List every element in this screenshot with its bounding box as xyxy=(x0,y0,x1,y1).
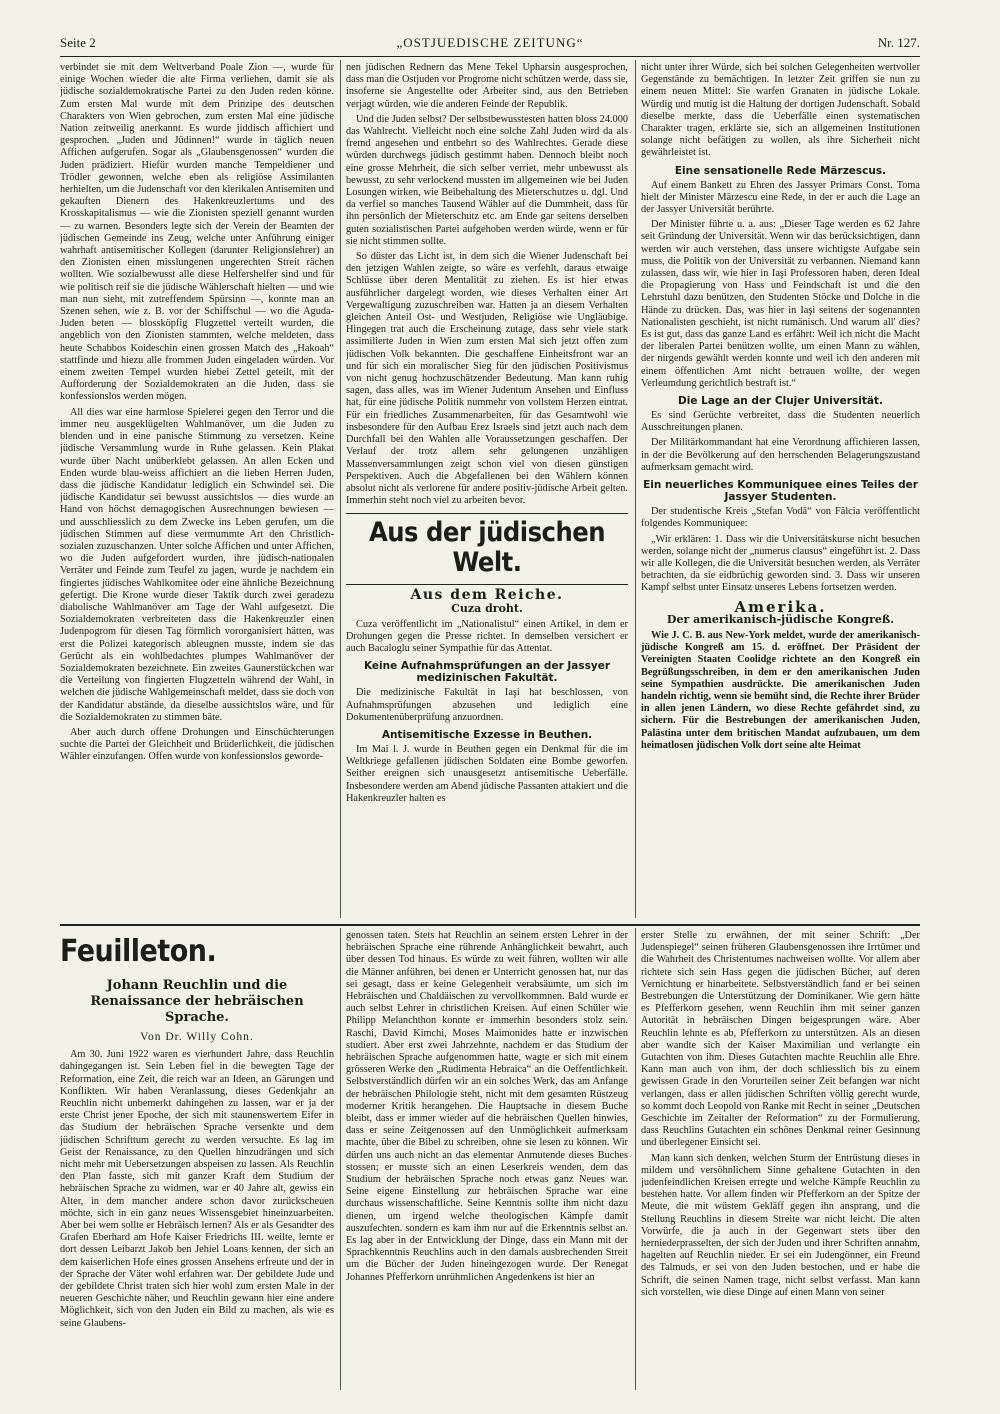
paragraph: Der Minister führte u. a. aus: „Dieser Tage werden es 62 Jahre seit Gründung der Universität. Wenn wir das berücksichtigen, dann werden wir auch verstehen, dass unsere wichtigste Aufgabe sein muss, die Politik von der Universität zu verbannen. Niemand kann zulassen, dass wir, wie hier in Iaşi Professoren haben, deren Ideal die Propagierung von Hass und Feindschaft ist und die den Lehrstuhl dazu benützen, den Studenten Stöcke und Dolche in die Hände zu drücken. Das, was hier in Iaşi seitens der sogenannten Nationalisten geschieht, ist nicht rumänisch. Und warum all' dies? Es ist gut, dass das ganze Land es erfährt: Weil ich nicht die Macht der liberalen Partei benützen wollte, um einen Mann zu wählen, der nirgends gewählt werden konnte und weil ich den anderen mit einem öffentlichen Amt nicht betrauen wollte, der wegen Verleumdung gerichtlich bestraft ist.“ xyxy=(641,219,920,389)
paragraph: genossen taten. Stets hat Reuchlin an seinem ersten Lehrer in der hebräischen Sprache eine rührende Anhänglichkeit bewahrt, auch über dessen Tod hinaus. Es würde zu weit führen, wollten wir alle die Männer anführen, bei denen er Unterricht genossen hat, nur das sei gesagt, dass er keine Gelegenheit verabsäumte, um sich im Hebräischen und Chaldäischen zu vervollkommnen. Bald wurde er auch selbst Lehrer in christlichen Kreisen. Auf einen Schüler wie Philipp Melanchthon konnte er immerhin besonders stolz sein. Raschi, David Kimchi, Moses Maimonides hatte er inzwischen studiert. Aber erst zwei Jahrzehnte, nachdem er das Studium der hebräischen Sprache aufgenommen hatte, wagte er sich mit einem grösseren Werke den „Rudimenta Hebraica“ an die Oeffentlichkeit. Selbstverständlich dürfen wir an ein solches Werk, das am Anfange der hebräischen Philologie steht, nicht mit dem gesamten Rüstzeug moderner Kritik herangehen. Die Hauptsache in diesem Buche bleibt, dass er immer wieder auf die hebräischen Quellen hinwies, dass er seine Zeitgenossen auf den Unmöglichkeit aufmerksam machte, über die Bibel zu schreiben, ohne sie lesen zu können. Wir dürfen uns auch nicht an das elementar Anmutende dieses Buches stossen; er musste sich an einen Leserkreis wenden, dem das Studium der hebräischen Sprache noch etwas ganz Neues war. Seine eigene Einstellung zur hebräischen Sprache war eine durchaus wissenschaftliche. Seine Kenntnis sollte ihm nicht dazu dienen, um irgend welche theologischen Kämpfe damit auszufechten. sondern es kam ihm nur auf die Erkenntnis selbst an. Es lag aber in der Entwicklung der Dinge, dass ein Mann mit der Sprachkenntnis Reuchlins auch in den damals ausbrechenden Streit um die Bücher der Juden hineingezogen wurde. Der Renegat Johannes Pfefferkorn unrühmlichen Angedenkens ist hier an xyxy=(346,930,628,1283)
paragraph: Wie J. C. B. aus New-York meldet, wurde der amerikanisch-jüdische Kongreß am 15. d. eröffnet. Der Präsident der Vereinigten Staaten Coolidge richtete an den Kongreß ein Begrüßungsschreiben, in dem er den amerikanischen Juden seine Sympathien ausdrückte. Die amerikanischen Juden handeln richtig, wenn sie bemüht sind, die Rechte ihrer Brüder in allen jenen Ländern, wo diese Rechte gefährdet sind, zu sichern. Für die Bestrebungen der amerikanischen Juden, Palästina unter dem britischen Mandat aufzubauen, um dem heimatlosen jüdischen Volk dort seine alte Heimat xyxy=(641,629,920,751)
section-rule xyxy=(346,584,628,585)
feuilleton-column-1 xyxy=(60,930,334,1390)
paragraph: Im Mai l. J. wurde in Beuthen gegen ein Denkmal für die im Weltkriege gefallenen jüdischen Soldaten eine Bombe geworfen. Seither ereignen sich unausgesetzt antisemitische Ueberfälle. Insbesondere werden am Abend jüdische Passanten attakiert und die Hakenkreuzler halten es xyxy=(346,743,628,804)
feuilleton-column-2 xyxy=(346,930,628,1390)
paragraph: nen jüdischen Rednern das Mene Tekel Upharsin ausgesprochen, dass man die Ostjuden vor Progrome nicht schützen werde, dass sie, insoferne sie Angestellte oder Arbeiter sind, aus den Betrieben verjagt würden, wie die anderen Feinde der Republik. xyxy=(346,62,628,110)
paragraph: Man kann sich denken, welchen Sturm der Entrüstung dieses in mildem und versöhnlichem Sinne gehaltene Gutachten in den judenfeindlichen Kreisen erregte und welche Kämpfe Reuchlin zu bestehen hatte. Vor allem finden wir Pfefferkorn an der Spitze der Meute, die mit wüstem Gekläff gegen ihn ansprang, und die Stellung Reuchlins in diesem Streite war nicht leicht. Die alten Vorwürfe, die ja auch in der Gegenwart stets über den herniederprasselten, der sich der Juden und ihrer Schriften annahm, hagelten auf Reuchlin nieder. Er sei ein Judengönner, ein Freund des Talmuds, er sei von den Juden bestochen, und er habe die Schrift, die seinen Namen trage, nicht selbst verfasst. Man kann sich vorstellen, wie diese Dinge auf einen Mann von seiner xyxy=(641,1152,920,1298)
paragraph: Auf einem Bankett zu Ehren des Jassyer Primars Const. Toma hielt der Minister Märzescu eine Rede, in der er auch die Lage an der Jassyer Universität berührte. xyxy=(641,179,920,216)
column-divider xyxy=(635,928,636,1390)
paragraph: „Wir erklären: 1. Dass wir die Universitätskurse nicht besuchen werden, solange nicht der „numerus clausus“ eingeführt ist. 2. Dass wir alle Kollegen, die die Universität besuchen werden, als Verräter betrachten, da sie eidbrüchig geworden sind. 3. Dass wir unseren Kampf selbst unter Einsatz unseres Lebens fortsetzen werden. xyxy=(641,533,920,594)
paragraph: Cuza veröffentlicht im „Nationalistul“ einen Artikel, in dem er Drohungen gegen die Presse richtet. In demselben versichert er auch Bacaloglu seiner Sympathie für das Attentat. xyxy=(346,618,628,655)
paragraph: So düster das Licht ist, in dem sich die Wiener Judenschaft bei den jetzigen Wahlen zeigte, so wäre es verfehlt, daraus etwaige Schlüsse über deren Mentalität zu ziehen. Es ist hier etwas ausführlicher dargelegt worden, wie dieses Verhalten einer Art Vergewaltigung zuzuschreiben war. Hatten ja an diesem Verhalten gleichen Anteil Ost- und Westjuden, Religiöse wie Ungläubige. Hingegen trat auch die Erscheinung zutage, dass sehr viele stark assimilierte Juden in Wien zum ersten Mal sich jetzt offen zum jüdischen Volk bekannten. Die geschaffene Einheitsfront war an und für sich ein moralischer Sieg für den jüdischen Positivismus von nicht genug hochzuschätzender Bedeutung. Man kann ruhig sagen, dass alles, was im Wiener Judentum Ansehen und Einfluss hat, für eine jüdische Politik nummehr von vollstem Herzen eintrat. Für ein friedliches Zusammenarbeiten, für das Gesamtwohl wie insbesondere für den Aufbau Erez Israels sind jetzt auch nach dem Durchfall bei den Wahlen alle Voraussetzungen geschaffen. Der Verlauf der trotz allem sehr gelungenen unzähligen Massenversammlungen zeigt schon viel von diesen günstigen Perspektiven. Auch die Abgefallenen bei den Wählern können absolut nicht als verlorene für andere positiv-jüdische Arbeit gelten. Immerhin steht noch viel zu arbeiten bevor. xyxy=(346,251,628,507)
news-headline: Eine sensationelle Rede Märzescus. xyxy=(674,164,887,177)
page-label: Seite 2 xyxy=(60,35,96,50)
feuilleton-title: Johann Reuchlin und die Renaissance der hebräischen Sprache. xyxy=(90,978,304,1025)
header-rule xyxy=(60,56,920,57)
section-rule xyxy=(346,513,628,514)
issue-number: Nr. 127. xyxy=(877,35,920,50)
news-headline: Cuza droht. xyxy=(451,601,523,615)
paragraph: Aber auch durch offene Drohungen und Einschüchterungen suchte die Partei der Gleichheit und Brüderlichkeit, die jüdischen Wähler einzufangen. Offen wurde von konfessionslos geworde- xyxy=(60,726,334,763)
page-header xyxy=(60,32,920,54)
news-headline: Der amerikanisch-jüdische Kongreß. xyxy=(666,612,895,626)
paragraph: Der studentische Kreis „Stefan Vodă“ von Fălcia veröffentlicht folgendes Kommuniquee: xyxy=(641,506,920,530)
article-column-2 xyxy=(346,62,628,918)
news-headline: Ein neuerliches Kommuniquee eines Teiles der Jassyer Studenten. xyxy=(643,479,918,504)
section-rubric: Aus der jüdischen Welt. xyxy=(368,517,606,579)
section-subtitle: Aus dem Reiche. xyxy=(410,587,564,604)
column-divider xyxy=(340,60,341,918)
feuilleton-column-3 xyxy=(641,930,920,1390)
feuilleton-rubric: Feuilleton. xyxy=(60,934,217,969)
paragraph: Die medizinische Fakultät in Iaşi hat beschlossen, von Aufnahmsprüfungen abzusehen und lediglich eine Dokumentenüberprüfung anzuordnen. xyxy=(346,687,628,723)
section-subtitle: Amerika. xyxy=(734,597,827,616)
paragraph: Der Militärkommandant hat eine Verordnung affichieren lassen, in der die Bevölkerung auf den herrschenden Belagerungszustand aufmerksam gemacht wird. xyxy=(641,437,920,473)
column-divider xyxy=(340,928,341,1390)
feuilleton-rule xyxy=(60,924,920,926)
paragraph: Es sind Gerüchte verbreitet, dass die Studenten neuerlich Ausschreitungen planen. xyxy=(641,410,920,434)
news-headline: Keine Aufnahmsprüfungen an der Jassyer medizinischen Fakultät. xyxy=(363,660,611,685)
paragraph: Am 30. Juni 1922 waren es vierhundert Jahre, dass Reuchlin dahingegangen ist. Sein Leben fiel in die bewegten Tage der Reformation, eine Zeit, die reich war an Ideen, an Gärungen und Konflikten. Wir haben Veranlassung, dieses Gedenkjahr an Reuchlin nicht unbemerkt dahingehen zu lassen, war er ja der erste Christ jener Epoche, der sich mit staunenswertem Eifer in das Studium der hebräischen Sprache versenkte und dem jüdischen Schrifttum gerecht zu werden versuchte. Es lag im Geist der Renaissance, zu den Quellen hinzudrängen und sich nicht mehr mit Uebersetzungen abspeisen zu lassen. Als Reuchlin den Plan fasste, sich mit ganzer Kraft dem Studium der hebräischen Sprache zu widmen, war er 40 Jahre alt, gewiss ein Alter, in dem mancher andere schon davor zurückscheuen möchte, sich in ein ganz neues Wissensgebiet hineinzuarbeiten. Aber bei wem sollte er Hebräisch lernen? Als er als Gesandter des Grafen Eberhard am Hofe Kaiser Friedrichs III. weilte, lernte er dort dessen Leibarzt Jakob ben Jehiel Loans kennen, der sich an dem kaiserlichen Hofe eines grossen Ansehens erfreute und der in der Sprache der Väter wohl erfahren war. Der gebildete Jude und der gebildete Christ traten sich hier wohl zum ersten Male in der neueren Geschichte näher, und Reuchlin gewann hier eine andere Möglichkeit, sich von den Juden ein Bild zu machen, als wie es seine Glaubens- xyxy=(60,1049,334,1329)
column-divider xyxy=(635,60,636,918)
article-column-1 xyxy=(60,62,334,918)
paragraph: All dies war eine harmlose Spielerei gegen den Terror und die immer neu ausgeklügelten Wahlmanöver, um die Juden zu blenden und in eine panische Stimmung zu versetzen. Keine jüdische Versammlung wurde in Ruhe gelassen. Kein Plakat wurde über Nacht unüberklebt gelassen. An allen Ecken und Enden wurde blau-weiss affichiert an die lieben Herren Juden, dass die jüdische Kandidatur lediglich ein Schwindel sei. Die jüdische Kandidatur sei bewusst aussichtslos — dies wurde an Hand von höchst demagogischen Ausrechnungen bewiesen — und ausschliesslich zu dem Zwecke ins Leben gerufen, um die jüdischen Stimmen auf diese vermummte Art den Christlich-sozialen zuzuschanzen. Unter solche Affichen und unter Affichen, wo die Juden aufgefordert wurden, ihre jüdisch-nationalen Verräter und Feinde zum Teufel zu jagen, wurde je nachdem ein fingiertes jüdisches Wahlkomitee oder eine ähnliche Bezeichnung gefertigt. Die Krone wurde dieser Taktik durch zwei geradezu diabolische Wahlmanöver am Tage der Wahl aufgesetzt. Die Sozialdemokraten verbreiteten dass die Hakenkreuzler einen Judenpogrom für diesen Tag förmlich vororganisiert hätten, was erst die Polizei kategorisch ableugnen musste, indem sie das Gerücht als ein wohlbedachtes plumpes Wahlmanöver der Sozialdemokraten bezeichnete. Ein zweites Gaunerstückchen war die Verteilung von fingierten Flugzetteln während der Wahl, in welchen die jüdische Wahlgemeinschaft meldet, dass sie doch von der Kandidatur abstände, da dieselbe aussichtslos wäre, und für die Sozialdemokraten zu stimmen bäte. xyxy=(60,406,334,723)
feuilleton-author: Von Dr. Willy Cohn. xyxy=(140,1031,254,1043)
paragraph: verbindet sie mit dem Weltverband Poale Zion —, wurde für einige Wochen wieder die alte Firma verliehen, damit sie als jüdische sozialdemokratische Partei zu den Juden reden könne. Zum ersten Mal wurde mit dem Prinzipe des deutschen Charakters von Wien gebrochen, zum ersten Mal eine jüdische Nation zeitweilig anerkannt. Es wurde jiddisch affichiert und gesprochen. „Juden und Jüdinnen!“ wurde in täglich neuen Affichen aufgerufen. Sogar als „Glaubensgenossen“ wurden die Juden prädiziert. Hiefür wurden manche Tempeldiener und Trödler gewonnen, welche eben als religiöse Assimilanten herhielten, um die Judenschaft vor den klerikalen Antisemiten und gekauften Dienern des Hakenkreuzlertums und des Krosskapitalismus — wie die Zionisten speziell genannt wurden — zu warnen. Besonders legte sich der Verein der Beamten der jüdischen Gemeinde ins Zeug, welche unter Anführung einiger wahrhaft antisemitischer Kollegen (darunter Religionslehrer) an den Zionisten einen misslungenen ungerechten Streit rächen wollten. Wie sozialbewusst alle diese Helfershelfer sind und für wie politisch reif sie die jüdische Wählerschaft hielten — und wie man nun sieht, mit zutreffendem Spürsinn —, konnte man an Szenen sehen, wie z. B. vor der Schiffschul — wo die Aguda-Juden beten — blossköpfig Flugzettel verteilt wurden, die angeblich von den Zionisten stammten, welche meldeten, dass heute Schabbos Koideschin einen grossen Match des „Hakoah“ stattfinde und hiezu alle frommen Juden eingeladen würden. Vor einem zweiten Tempel wurden hiebei Zettel geteilt, mit der Aufforderung der Sozialdemokraten an die Juden, dass sie konfessionslos werden mögen. xyxy=(60,62,334,403)
paragraph: erster Stelle zu erwähnen, der mit seiner Schrift: „Der Judenspiegel“ seinen früheren Glaubensgenossen ihre Irrtümer und die Wahrheit des Christentumes nachweisen wollte. Vor allem aber richtete sich sein Hass gegen die jüdischen Bücher, auf deren Vernichtung er hinarbeitete. Selbstverständlich fand er bei seinen Bestrebungen die Unterstützung der Dominikaner. Wie gern hätte es Pfefferkorn gesehen, wenn Reuchlin ihm mit seiner ganzen Autorität in hebräischen Dingen beigesprungen wäre. Aber Reuchlin lehnte es ab, Pfefferkorn zu unterstützen. Als an diesen aber wandte sich der Kaiser Maximilian und verlangte ein Gutachten von ihm. Dieses Gutachten machte Reuchlin alle Ehre. Kann man auch von ihm, der doch schliesslich bis zu einem gewissen Grade in den Vorurteilen seiner Zeit befangen war nicht verlangen, dass er allen jüdischen Schriften völlig gerecht wurde, so kommt doch Leopold von Ranke mit Recht in seiner „Deutschen Geschichte im Zeitalter der Reformation“ zu der Formulierung, dass Reuchlins Gutachten ein schönes Denkmal reiner Gesinnung und überlegener Einsicht sei. xyxy=(641,930,920,1149)
paragraph: Und die Juden selbst? Der selbstbewusstesten hatten bloss 24.000 das Wahlrecht. Vielleicht noch eine solche Zahl Juden wird da als fremd angesehen und entbehrt so des Wahlrechtes. Gerade diese würden durchwegs jüdisch gestimmt haben. Dennoch bleibt noch eine grosse Mehrheit, die sich selber verriet, mehr unbewusst als bewusst, zu sehr verlockend mussten im allgemeinen wie bei Juden Losungen wirken, wie Beibehaltung des Mieterschutzes u. dgl. Und da verfiel so manches Tausend Wähler auf die Dummheit, dass für ihn persönlich der Mieterschutz etc. am Ende gar seitens derselben guten sozialistischen Partei aufgehoben werden würde, wenn er für sie nicht stimmen sollte. xyxy=(346,113,628,247)
article-column-3 xyxy=(641,62,920,918)
newspaper-name: „OSTJUEDISCHE ZEITUNG“ xyxy=(396,35,584,50)
news-headline: Antisemitische Exzesse in Beuthen. xyxy=(381,728,593,741)
news-headline: Die Lage an der Clujer Universität. xyxy=(678,395,883,408)
paragraph: nicht unter ihrer Würde, sich bei solchen Gelegenheiten wertvoller Gegenstände zu bemächtigen. In letzter Zeit griffen sie nun zu einem neuen Mittel: Sie warfen Granaten in jüdische Lokale. Würdig und mutig ist die Haltung der dortigen Judenschaft. Sobald dieselbe merkte, dass die Ueberfälle einen systematischen Charakter tragen, erklärte sie, sich an allgemeinen Institutionen solange nicht befätigen zu wollen, als ihre Sicherheit nicht gewährleistet ist. xyxy=(641,62,920,159)
